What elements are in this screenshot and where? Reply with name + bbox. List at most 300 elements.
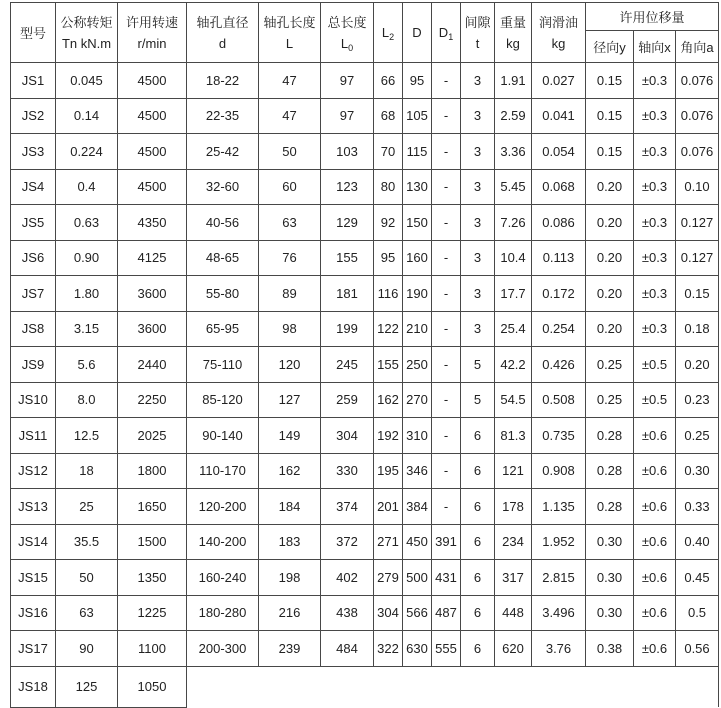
value-cell: 234 — [495, 524, 532, 560]
value-cell: 0.15 — [586, 98, 634, 134]
value-cell: 216 — [259, 595, 321, 631]
table-row — [11, 311, 719, 347]
value-cell: 0.508 — [532, 382, 586, 418]
header-line: t — [475, 35, 480, 51]
value-cell: 450 — [403, 524, 432, 560]
value-cell: - — [432, 453, 461, 489]
table-header — [11, 3, 719, 63]
header-line: 许用转速 — [125, 14, 178, 30]
value-cell: 346 — [403, 453, 432, 489]
value-cell: 4125 — [118, 240, 187, 276]
table-row — [11, 347, 719, 383]
value-cell: 3.36 — [495, 134, 532, 170]
value-cell: 199 — [321, 311, 374, 347]
value-cell: 184 — [259, 489, 321, 525]
header-row-top — [11, 3, 719, 31]
value-cell: - — [432, 347, 461, 383]
col-header-total-length — [321, 3, 374, 63]
value-cell: 54.5 — [495, 382, 532, 418]
value-cell: 97 — [321, 63, 374, 99]
value-cell: 0.33 — [676, 489, 719, 525]
value-cell: - — [432, 205, 461, 241]
value-cell: 3 — [461, 276, 495, 312]
value-cell: 60 — [259, 169, 321, 205]
value-cell: 90-140 — [187, 418, 259, 454]
value-cell: 12.5 — [56, 418, 118, 454]
value-cell: 4500 — [118, 98, 187, 134]
value-cell: ±0.6 — [634, 489, 676, 525]
value-cell: 68 — [374, 98, 403, 134]
value-cell: 1350 — [118, 560, 187, 596]
table-row — [11, 418, 719, 454]
value-cell: 3 — [461, 169, 495, 205]
value-cell: 162 — [259, 453, 321, 489]
value-cell: 566 — [403, 595, 432, 631]
value-cell: - — [432, 382, 461, 418]
header-line: Tn kN.m — [61, 35, 112, 51]
model-cell: JS4 — [11, 169, 56, 205]
value-cell: 374 — [321, 489, 374, 525]
value-cell: 120-200 — [187, 489, 259, 525]
value-cell: 0.041 — [532, 98, 586, 134]
value-cell: 150 — [403, 205, 432, 241]
value-cell: 120 — [259, 347, 321, 383]
value-cell: 103 — [321, 134, 374, 170]
value-cell: 0.15 — [676, 276, 719, 312]
col-header-bore-length — [259, 3, 321, 63]
model-cell: JS5 — [11, 205, 56, 241]
value-cell: 317 — [495, 560, 532, 596]
value-cell: 121 — [495, 453, 532, 489]
value-cell: 1100 — [118, 631, 187, 667]
model-cell: JS13 — [11, 489, 56, 525]
value-cell: 1.135 — [532, 489, 586, 525]
value-cell: 198 — [259, 560, 321, 596]
value-cell: 6 — [461, 524, 495, 560]
value-cell: - — [432, 63, 461, 99]
col-header-radial: 径向y — [586, 31, 634, 63]
value-cell: - — [432, 311, 461, 347]
value-cell: 0.20 — [676, 347, 719, 383]
value-cell: 1800 — [118, 453, 187, 489]
value-cell: 70 — [374, 134, 403, 170]
value-cell: 0.23 — [676, 382, 719, 418]
model-cell: JS10 — [11, 382, 56, 418]
value-cell: ±0.6 — [634, 631, 676, 667]
value-cell: 0.113 — [532, 240, 586, 276]
value-cell: 0.735 — [532, 418, 586, 454]
value-cell: 40-56 — [187, 205, 259, 241]
value-cell: 279 — [374, 560, 403, 596]
col-header-d1 — [432, 3, 461, 63]
value-cell: 270 — [403, 382, 432, 418]
col-header-d: D — [403, 3, 432, 63]
value-cell: 3 — [461, 311, 495, 347]
value-cell: 95 — [403, 63, 432, 99]
value-cell: 0.25 — [586, 347, 634, 383]
value-cell: 105 — [403, 98, 432, 134]
value-cell: 18-22 — [187, 63, 259, 99]
value-cell: 6 — [461, 595, 495, 631]
col-header-model: 型号 — [11, 3, 56, 63]
value-cell: 487 — [432, 595, 461, 631]
value-cell: 22-35 — [187, 98, 259, 134]
value-cell: 140-200 — [187, 524, 259, 560]
value-cell: 0.18 — [676, 311, 719, 347]
value-cell: 3600 — [118, 276, 187, 312]
col-header-angular: 角向a — [676, 31, 719, 63]
value-cell: 98 — [259, 311, 321, 347]
value-cell: 2025 — [118, 418, 187, 454]
header-line: kg — [551, 35, 566, 51]
value-cell: 162 — [374, 382, 403, 418]
value-cell: 0.127 — [676, 205, 719, 241]
value-cell: 555 — [432, 631, 461, 667]
model-cell: JS18 — [11, 666, 56, 707]
value-cell: 47 — [259, 98, 321, 134]
value-cell: 630 — [403, 631, 432, 667]
value-cell: 81.3 — [495, 418, 532, 454]
value-cell: 50 — [56, 560, 118, 596]
value-cell: 130 — [403, 169, 432, 205]
value-cell: 3 — [461, 240, 495, 276]
value-cell: 115 — [403, 134, 432, 170]
value-cell: 76 — [259, 240, 321, 276]
value-cell: 0.224 — [56, 134, 118, 170]
value-cell: ±0.6 — [634, 453, 676, 489]
symbol-subscript: 2 — [389, 32, 395, 42]
model-cell: JS15 — [11, 560, 56, 596]
header-line — [321, 33, 373, 54]
header-line: 轴孔直径 — [196, 14, 249, 30]
value-cell: 0.4 — [56, 169, 118, 205]
value-cell: ±0.3 — [634, 169, 676, 205]
value-cell: 322 — [374, 631, 403, 667]
value-cell: 63 — [259, 205, 321, 241]
value-cell: 3 — [461, 98, 495, 134]
value-cell: 181 — [321, 276, 374, 312]
model-cell: JS3 — [11, 134, 56, 170]
value-cell: 10.4 — [495, 240, 532, 276]
value-cell: ±0.6 — [634, 418, 676, 454]
value-cell: 0.25 — [676, 418, 719, 454]
col-header-l2 — [374, 3, 403, 63]
value-cell: 80 — [374, 169, 403, 205]
model-cell: JS8 — [11, 311, 56, 347]
value-cell: 8.0 — [56, 382, 118, 418]
value-cell: ±0.6 — [634, 595, 676, 631]
value-cell: 90 — [56, 631, 118, 667]
value-cell: 0.45 — [676, 560, 719, 596]
value-cell: 25.4 — [495, 311, 532, 347]
value-cell: 25-42 — [187, 134, 259, 170]
value-cell: 63 — [56, 595, 118, 631]
value-cell: 259 — [321, 382, 374, 418]
col-header-weight — [495, 3, 532, 63]
value-cell: ±0.6 — [634, 524, 676, 560]
symbol-base: L — [381, 25, 390, 40]
value-cell: 3.15 — [56, 311, 118, 347]
value-cell: 0.076 — [676, 134, 719, 170]
table-row — [11, 453, 719, 489]
value-cell: 0.30 — [676, 453, 719, 489]
value-cell: 431 — [432, 560, 461, 596]
model-cell: JS2 — [11, 98, 56, 134]
value-cell: 160 — [403, 240, 432, 276]
value-cell: 0.20 — [586, 240, 634, 276]
header-line: d — [218, 35, 227, 51]
value-cell: 3.496 — [532, 595, 586, 631]
table-row — [11, 205, 719, 241]
value-cell: 155 — [321, 240, 374, 276]
value-cell: ±0.3 — [634, 240, 676, 276]
value-cell: 0.20 — [586, 311, 634, 347]
value-cell: 0.076 — [676, 98, 719, 134]
value-cell: 6 — [461, 631, 495, 667]
value-cell: - — [432, 418, 461, 454]
symbol-subscript: 0 — [348, 42, 354, 53]
value-cell: 3 — [461, 63, 495, 99]
value-cell: 0.25 — [586, 382, 634, 418]
value-cell: 6 — [461, 453, 495, 489]
value-cell: 5.45 — [495, 169, 532, 205]
value-cell: 0.30 — [586, 595, 634, 631]
value-cell: - — [432, 489, 461, 525]
value-cell: 500 — [403, 560, 432, 596]
value-cell: 438 — [321, 595, 374, 631]
value-cell: 310 — [403, 418, 432, 454]
value-cell: 2.59 — [495, 98, 532, 134]
table-row — [11, 134, 719, 170]
value-cell: 123 — [321, 169, 374, 205]
value-cell: 160-240 — [187, 560, 259, 596]
value-cell: 0.30 — [586, 524, 634, 560]
value-cell: 192 — [374, 418, 403, 454]
value-cell: 2440 — [118, 347, 187, 383]
value-cell: 0.426 — [532, 347, 586, 383]
value-cell: 127 — [259, 382, 321, 418]
value-cell: 210 — [403, 311, 432, 347]
value-cell: 42.2 — [495, 347, 532, 383]
model-cell: JS12 — [11, 453, 56, 489]
col-header-bore-diameter — [187, 3, 259, 63]
value-cell: 384 — [403, 489, 432, 525]
value-cell: 2.815 — [532, 560, 586, 596]
value-cell: 5 — [461, 347, 495, 383]
value-cell: 1050 — [118, 666, 187, 707]
model-cell: JS16 — [11, 595, 56, 631]
model-cell: JS17 — [11, 631, 56, 667]
value-cell: 330 — [321, 453, 374, 489]
model-cell: JS9 — [11, 347, 56, 383]
value-cell: 448 — [495, 595, 532, 631]
value-cell: 7.26 — [495, 205, 532, 241]
value-cell: 1.952 — [532, 524, 586, 560]
value-cell: 0.63 — [56, 205, 118, 241]
empty-cell — [187, 666, 719, 707]
value-cell: 122 — [374, 311, 403, 347]
value-cell: 0.20 — [586, 169, 634, 205]
header-line: 润滑油 — [538, 14, 578, 30]
value-cell: ±0.3 — [634, 98, 676, 134]
value-cell: 0.15 — [586, 63, 634, 99]
value-cell: 0.28 — [586, 453, 634, 489]
value-cell: 0.254 — [532, 311, 586, 347]
value-cell: 155 — [374, 347, 403, 383]
header-line: 间隙 — [464, 14, 491, 30]
value-cell: 55-80 — [187, 276, 259, 312]
value-cell: 95 — [374, 240, 403, 276]
value-cell: 1500 — [118, 524, 187, 560]
value-cell: 0.027 — [532, 63, 586, 99]
value-cell: 6 — [461, 560, 495, 596]
value-cell: 183 — [259, 524, 321, 560]
header-line: 公称转矩 — [60, 14, 113, 30]
table-row — [11, 276, 719, 312]
value-cell: 0.086 — [532, 205, 586, 241]
value-cell: 3.76 — [532, 631, 586, 667]
value-cell: 2250 — [118, 382, 187, 418]
model-cell: JS6 — [11, 240, 56, 276]
value-cell: 3 — [461, 134, 495, 170]
value-cell: 25 — [56, 489, 118, 525]
value-cell: 271 — [374, 524, 403, 560]
header-line: 重量 — [499, 14, 526, 30]
table-row — [11, 382, 719, 418]
value-cell: 1.80 — [56, 276, 118, 312]
value-cell: 4500 — [118, 134, 187, 170]
table-row — [11, 98, 719, 134]
value-cell: - — [432, 134, 461, 170]
value-cell: 6 — [461, 418, 495, 454]
col-header-displacement-group: 许用位移量 — [586, 3, 719, 31]
value-cell: 5.6 — [56, 347, 118, 383]
value-cell: 50 — [259, 134, 321, 170]
value-cell: 6 — [461, 489, 495, 525]
value-cell: 180-280 — [187, 595, 259, 631]
value-cell: 1650 — [118, 489, 187, 525]
value-cell: 5 — [461, 382, 495, 418]
value-cell: 125 — [56, 666, 118, 707]
model-cell: JS14 — [11, 524, 56, 560]
value-cell: ±0.5 — [634, 382, 676, 418]
value-cell: ±0.3 — [634, 276, 676, 312]
table-row — [11, 489, 719, 525]
value-cell: 17.7 — [495, 276, 532, 312]
value-cell: 85-120 — [187, 382, 259, 418]
table-row — [11, 169, 719, 205]
value-cell: 4350 — [118, 205, 187, 241]
col-header-speed — [118, 3, 187, 63]
value-cell: 47 — [259, 63, 321, 99]
value-cell: 200-300 — [187, 631, 259, 667]
coupling-spec-table — [10, 2, 719, 708]
table-row — [11, 631, 719, 667]
value-cell: - — [432, 240, 461, 276]
header-line: L — [285, 35, 294, 51]
value-cell: 402 — [321, 560, 374, 596]
value-cell: 1225 — [118, 595, 187, 631]
table-row — [11, 560, 719, 596]
value-cell: 18 — [56, 453, 118, 489]
value-cell: - — [432, 169, 461, 205]
value-cell: ±0.3 — [634, 134, 676, 170]
value-cell: 239 — [259, 631, 321, 667]
value-cell: 66 — [374, 63, 403, 99]
model-cell: JS7 — [11, 276, 56, 312]
value-cell: 48-65 — [187, 240, 259, 276]
value-cell: 110-170 — [187, 453, 259, 489]
value-cell: 484 — [321, 631, 374, 667]
value-cell: 3600 — [118, 311, 187, 347]
value-cell: 304 — [374, 595, 403, 631]
value-cell: 75-110 — [187, 347, 259, 383]
value-cell: 0.5 — [676, 595, 719, 631]
model-cell: JS11 — [11, 418, 56, 454]
value-cell: 4500 — [118, 63, 187, 99]
value-cell: ±0.3 — [634, 205, 676, 241]
value-cell: 0.054 — [532, 134, 586, 170]
value-cell: 0.38 — [586, 631, 634, 667]
value-cell: 0.20 — [586, 276, 634, 312]
value-cell: 0.076 — [676, 63, 719, 99]
value-cell: 0.90 — [56, 240, 118, 276]
col-header-oil — [532, 3, 586, 63]
value-cell: 0.28 — [586, 418, 634, 454]
value-cell: 0.56 — [676, 631, 719, 667]
value-cell: 245 — [321, 347, 374, 383]
value-cell: 304 — [321, 418, 374, 454]
value-cell: ±0.6 — [634, 560, 676, 596]
value-cell: 0.40 — [676, 524, 719, 560]
table-row — [11, 63, 719, 99]
value-cell: 391 — [432, 524, 461, 560]
value-cell: 92 — [374, 205, 403, 241]
value-cell: - — [432, 98, 461, 134]
value-cell: ±0.3 — [634, 63, 676, 99]
model-cell: JS1 — [11, 63, 56, 99]
table-row-partial — [11, 666, 719, 707]
value-cell: 0.10 — [676, 169, 719, 205]
value-cell: - — [432, 276, 461, 312]
value-cell: 4500 — [118, 169, 187, 205]
value-cell: 97 — [321, 98, 374, 134]
value-cell: 0.068 — [532, 169, 586, 205]
value-cell: 0.14 — [56, 98, 118, 134]
table-row — [11, 240, 719, 276]
value-cell: 0.20 — [586, 205, 634, 241]
value-cell: 32-60 — [187, 169, 259, 205]
value-cell: 195 — [374, 453, 403, 489]
value-cell: 0.15 — [586, 134, 634, 170]
header-line: 总长度 — [327, 14, 367, 30]
value-cell: ±0.3 — [634, 311, 676, 347]
value-cell: 129 — [321, 205, 374, 241]
value-cell: 3 — [461, 205, 495, 241]
value-cell: 0.172 — [532, 276, 586, 312]
value-cell: 149 — [259, 418, 321, 454]
header-line: r/min — [137, 35, 167, 51]
table-row — [11, 524, 719, 560]
value-cell: 620 — [495, 631, 532, 667]
symbol-subscript: 1 — [448, 32, 454, 42]
value-cell: 0.908 — [532, 453, 586, 489]
symbol-base: L — [340, 35, 349, 51]
value-cell: 250 — [403, 347, 432, 383]
symbol-base: D — [438, 25, 449, 40]
value-cell: ±0.5 — [634, 347, 676, 383]
value-cell: 0.127 — [676, 240, 719, 276]
